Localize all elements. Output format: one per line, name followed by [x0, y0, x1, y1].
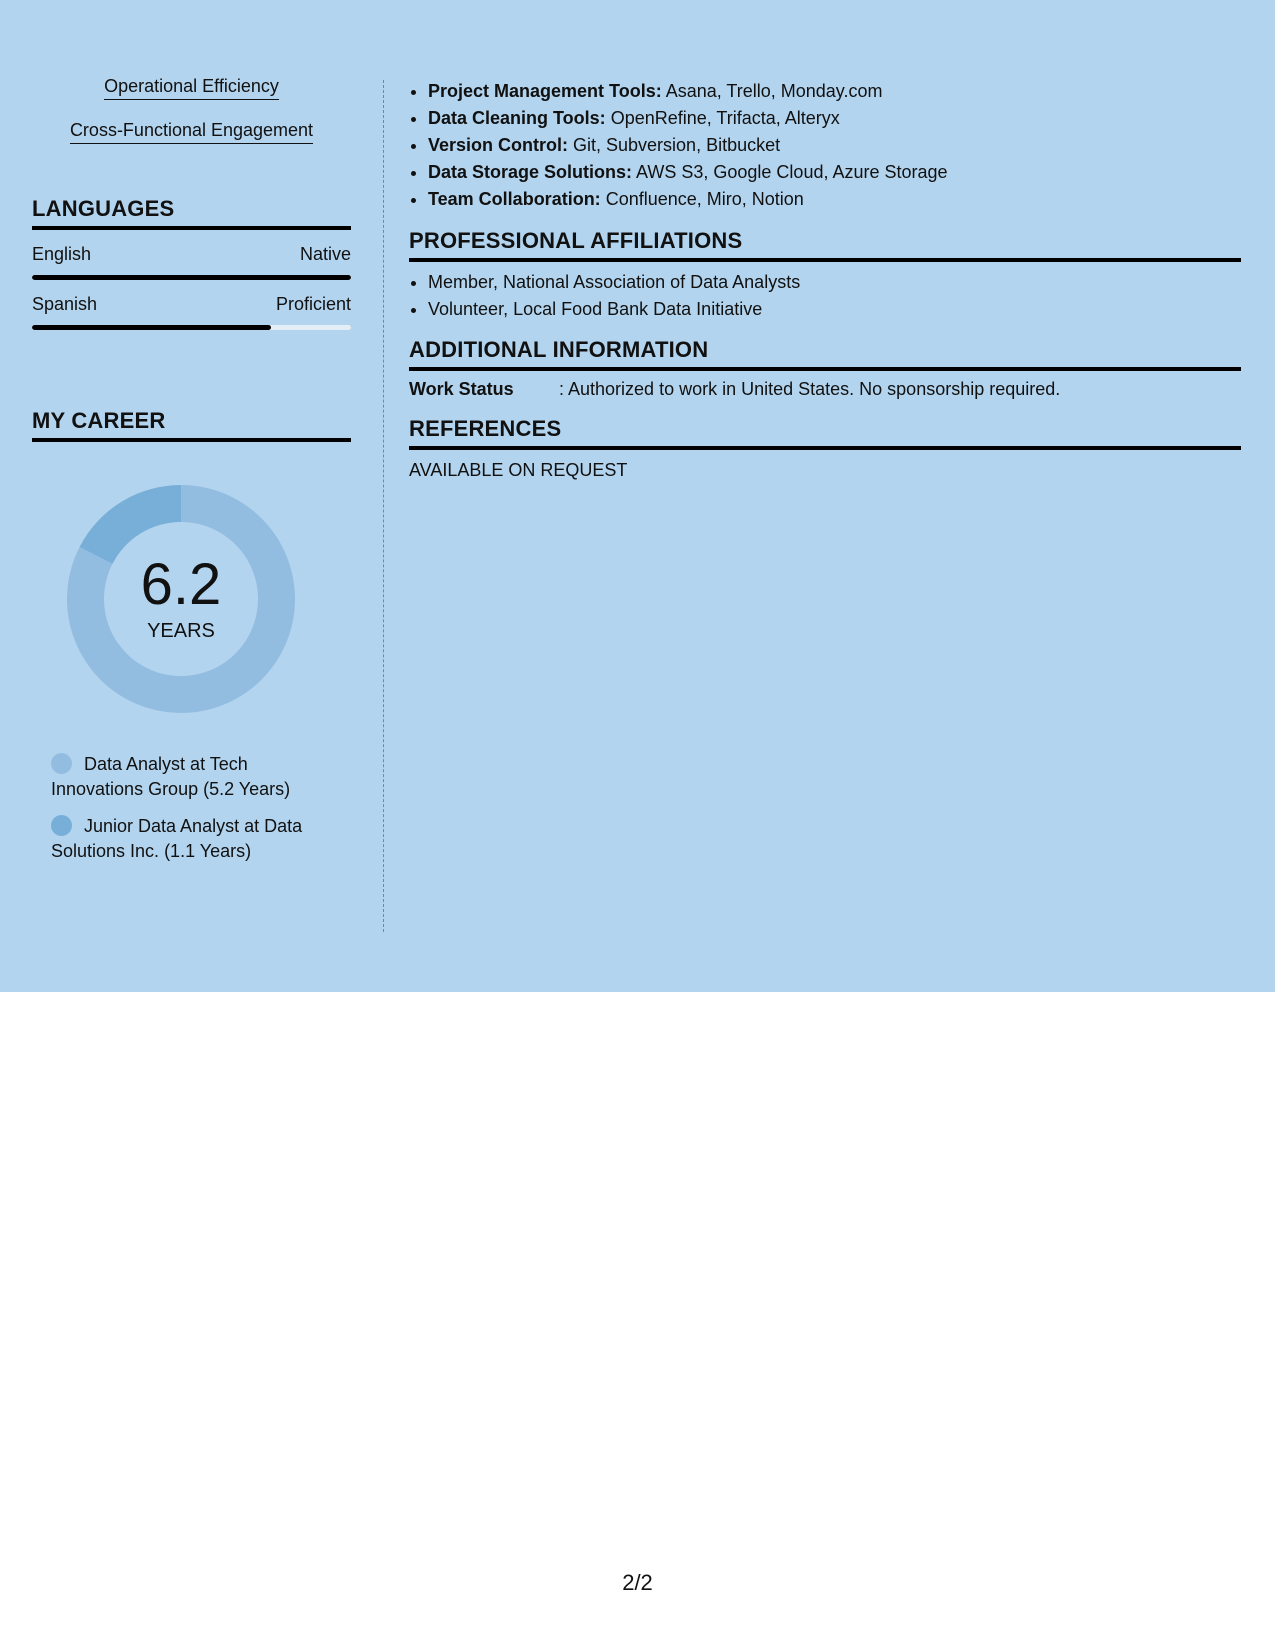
tools-item — [428, 186, 1241, 213]
career-total-years: 6.2 — [140, 551, 222, 617]
language-name: Spanish — [32, 294, 98, 314]
language-proficiency-bar — [32, 275, 351, 280]
tools-item — [428, 132, 1241, 159]
language-proficiency-fill — [32, 275, 351, 280]
column-divider — [383, 80, 384, 932]
language-proficiency-bar — [32, 325, 351, 330]
main-content — [409, 78, 1241, 481]
affiliations-heading: PROFESSIONAL AFFILIATIONS — [409, 228, 1241, 262]
career-legend — [51, 752, 331, 864]
career-heading: MY CAREER — [32, 408, 351, 442]
language-level: Native — [299, 244, 351, 264]
career-legend-item — [51, 814, 331, 864]
additional-info-heading: ADDITIONAL INFORMATION — [409, 337, 1241, 371]
tools-item-value: Confluence, Miro, Notion — [600, 189, 804, 209]
tools-item-value: Git, Subversion, Bitbucket — [568, 135, 781, 155]
work-status-label: Work Status — [409, 379, 514, 399]
language-name: English — [32, 244, 92, 264]
skill-item: Operational Efficiency — [104, 76, 279, 100]
tools-item-value: AWS S3, Google Cloud, Azure Storage — [632, 162, 948, 182]
legend-dot-icon — [51, 753, 72, 774]
tools-item-label: Data Storage Solutions: — [428, 162, 633, 182]
career-legend-label: Data Analyst at Tech Innovations Group (5.2 Years) — [51, 754, 291, 799]
career-total-unit: YEARS — [147, 619, 215, 642]
affiliation-item: • Volunteer, Local Food Bank Data Initiative — [428, 296, 1241, 323]
language-proficiency-fill — [32, 325, 271, 330]
tools-item — [428, 159, 1241, 186]
language-level: Proficient — [275, 294, 351, 314]
affiliation-item: • Member, National Association of Data Analysts — [428, 269, 1241, 296]
career-legend-label: Junior Data Analyst at Data Solutions Inc. (1.1 Years) — [51, 816, 303, 861]
tools-list — [409, 78, 1241, 213]
tools-item-label: Version Control: — [428, 135, 569, 155]
work-status-value: : Authorized to work in United States. No sponsorship required. — [559, 379, 1061, 399]
career-total — [66, 484, 296, 714]
languages-heading: LANGUAGES — [32, 196, 351, 230]
tools-item-value: OpenRefine, Trifacta, Alteryx — [605, 108, 840, 128]
work-status-row — [409, 379, 1241, 400]
page-number: 2/2 — [622, 1570, 653, 1595]
tools-item — [428, 105, 1241, 132]
references-text: AVAILABLE ON REQUEST — [409, 460, 628, 480]
tools-item-label: Data Cleaning Tools: — [428, 108, 606, 128]
sidebar — [32, 76, 351, 864]
affiliations-list — [409, 269, 1241, 323]
career-donut-chart — [66, 484, 296, 714]
skill-item: Cross-Functional Engagement — [70, 120, 313, 144]
tools-item-label: Team Collaboration: — [428, 189, 601, 209]
career-legend-item — [51, 752, 331, 802]
references-heading: REFERENCES — [409, 416, 1241, 450]
tools-item-label: Project Management Tools: — [428, 81, 662, 101]
legend-dot-icon — [51, 815, 72, 836]
language-english — [32, 244, 351, 280]
tools-item-value: Asana, Trello, Monday.com — [661, 81, 883, 101]
language-spanish — [32, 294, 351, 330]
tools-item — [428, 78, 1241, 105]
